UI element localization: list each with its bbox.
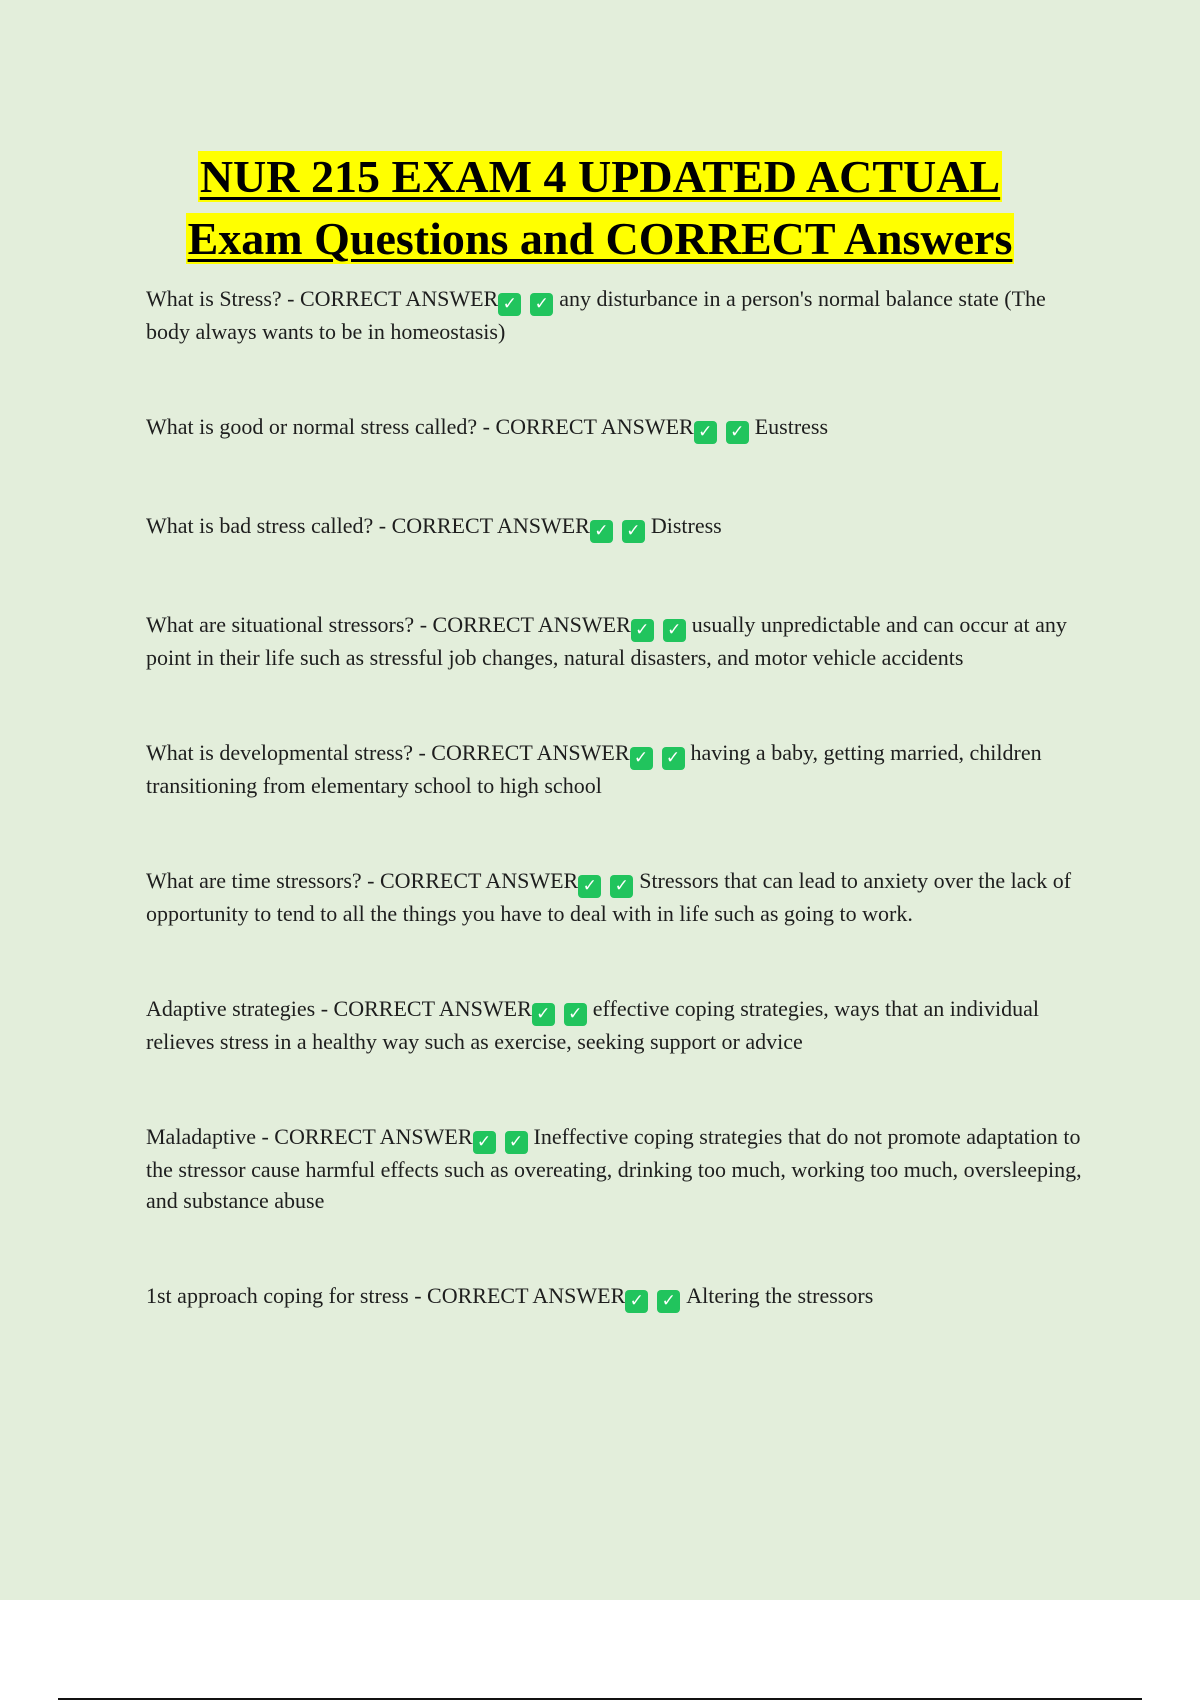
qa-item — [146, 411, 1088, 444]
check-mark-icon: ✓ — [630, 747, 653, 770]
check-mark-icon: ✓ — [590, 520, 613, 543]
check-mark-icon: ✓ — [622, 520, 645, 543]
check-mark-icon: ✓ — [578, 875, 601, 898]
check-mark-icon: ✓ — [564, 1003, 587, 1026]
check-mark-icon: ✓ — [631, 619, 654, 642]
qa-item — [146, 993, 1088, 1057]
answer-text: Altering the stressors — [686, 1283, 874, 1308]
question-text: What is bad stress called? — [146, 513, 374, 538]
answer-separator: - CORRECT ANSWER — [281, 286, 499, 311]
qa-item — [146, 1121, 1088, 1216]
answer-separator: - CORRECT ANSWER — [477, 414, 694, 439]
question-text: What is good or normal stress called? — [146, 414, 478, 439]
qa-item — [146, 737, 1088, 801]
check-mark-icon: ✓ — [530, 293, 553, 316]
check-mark-icon: ✓ — [625, 1290, 648, 1313]
check-mark-icon: ✓ — [498, 293, 521, 316]
answer-text: Ineffective coping strategies that do not promote adaptation to the stressor cause harmful effects such as overeating, drinking too much, working too much, oversleeping, and substance abuse — [146, 1124, 1082, 1213]
check-mark-icon: ✓ — [610, 875, 633, 898]
question-text: 1st approach coping for stress — [146, 1283, 409, 1308]
title-line-1: NUR 215 EXAM 4 UPDATED ACTUAL — [199, 151, 1001, 202]
document-title — [0, 146, 1200, 270]
question-text: What is developmental stress? — [146, 740, 413, 765]
check-mark-icon: ✓ — [663, 619, 686, 642]
answer-separator: - CORRECT ANSWER — [373, 513, 590, 538]
question-text: Maladaptive — [146, 1124, 256, 1149]
check-mark-icon: ✓ — [505, 1131, 528, 1154]
question-text: What are situational stressors? — [146, 612, 415, 637]
qa-item — [146, 609, 1088, 673]
check-mark-icon: ✓ — [657, 1290, 680, 1313]
qa-item — [146, 510, 1088, 543]
answer-separator: - CORRECT ANSWER — [412, 740, 630, 765]
answer-text: Distress — [650, 513, 722, 538]
qa-item — [146, 1280, 1088, 1313]
check-mark-icon: ✓ — [694, 421, 717, 444]
check-mark-icon: ✓ — [662, 747, 685, 770]
answer-text: usually unpredictable and can occur at any point in their life such as stressful job changes, natural disasters, and motor vehicle accidents — [146, 612, 1067, 670]
check-mark-icon: ✓ — [532, 1003, 555, 1026]
question-text: What are time stressors? — [146, 868, 362, 893]
answer-text: Stressors that can lead to anxiety over the lack of opportunity to tend to all the things you have to deal with in life such as going to work. — [146, 868, 1072, 926]
answer-separator: - CORRECT ANSWER — [414, 612, 631, 637]
answer-text: any disturbance in a person's normal balance state (The body always wants to be in homeostasis) — [146, 286, 1046, 344]
qa-item — [146, 865, 1088, 929]
answer-text: having a baby, getting married, children transitioning from elementary school to high school — [146, 740, 1042, 798]
answer-text: effective coping strategies, ways that an individual relieves stress in a healthy way such as exercise, seeking support or advice — [146, 996, 1039, 1054]
answer-separator: - CORRECT ANSWER — [361, 868, 579, 893]
answer-separator: - CORRECT ANSWER — [315, 996, 532, 1021]
qa-item — [146, 283, 1088, 347]
question-text: Adaptive strategies — [146, 996, 316, 1021]
qa-list — [146, 283, 1088, 1313]
answer-separator: - CORRECT ANSWER — [255, 1124, 473, 1149]
check-mark-icon: ✓ — [726, 421, 749, 444]
answer-separator: - CORRECT ANSWER — [408, 1283, 626, 1308]
check-mark-icon: ✓ — [473, 1131, 496, 1154]
answer-text: Eustress — [754, 414, 829, 439]
question-text: What is Stress? — [146, 286, 282, 311]
title-line-2: Exam Questions and CORRECT Answers — [187, 213, 1013, 264]
